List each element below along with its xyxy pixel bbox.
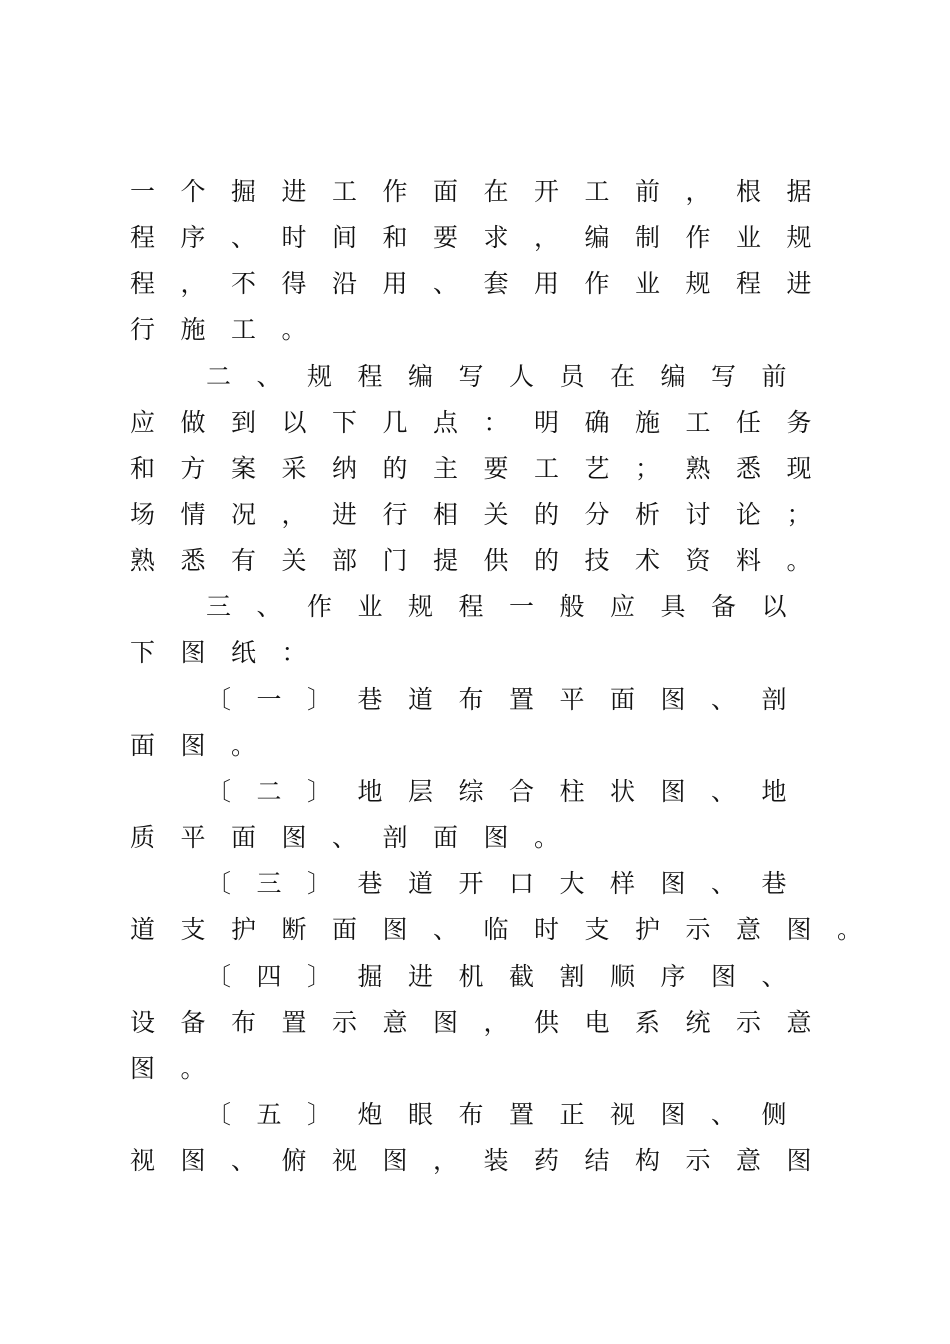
text-line: 程 ， 不 得 沿 用 、 套 用 作 业 规 程 进 [130,269,812,298]
list-item-line: 〔 三 〕 巷 道 开 口 大 样 图 、 巷 [206,869,787,898]
text-line: 一 个 掘 进 工 作 面 在 开 工 前 ， 根 据 [130,177,812,206]
text-line: 和 方 案 采 纳 的 主 要 工 艺 ； 熟 悉 现 [130,454,812,483]
text-line: 道 支 护 断 面 图 、 临 时 支 护 示 意 图 。 [130,915,863,944]
text-line: 质 平 面 图 、 剖 面 图 。 [130,823,560,852]
text-line: 图 。 [130,1054,206,1083]
text-line: 行 施 工 。 [130,315,307,344]
text-line: 设 备 布 置 示 意 图 ， 供 电 系 统 示 意 [130,1008,812,1037]
list-item-line: 〔 四 〕 掘 进 机 截 割 顺 序 图 、 [206,962,787,991]
text-line: 下 图 纸 ： [130,638,307,667]
text-line: 熟 悉 有 关 部 门 提 供 的 技 术 资 料 。 [130,546,812,575]
paragraph-start-line: 三 、 作 业 规 程 一 般 应 具 备 以 [206,592,787,621]
text-line: 面 图 。 [130,731,257,760]
text-line: 应 做 到 以 下 几 点 ： 明 确 施 工 任 务 [130,408,812,437]
text-line: 视 图 、 俯 视 图 ， 装 药 结 构 示 意 图 [130,1146,812,1175]
text-line: 程 序 、 时 间 和 要 求 ， 编 制 作 业 规 [130,223,812,252]
paragraph-start-line: 二 、 规 程 编 写 人 员 在 编 写 前 [206,362,787,391]
list-item-line: 〔 一 〕 巷 道 布 置 平 面 图 、 剖 [206,685,787,714]
list-item-line: 〔 五 〕 炮 眼 布 置 正 视 图 、 侧 [206,1100,787,1129]
list-item-line: 〔 二 〕 地 层 综 合 柱 状 图 、 地 [206,777,787,806]
text-line: 场 情 况 ， 进 行 相 关 的 分 析 讨 论 ； [130,500,812,529]
